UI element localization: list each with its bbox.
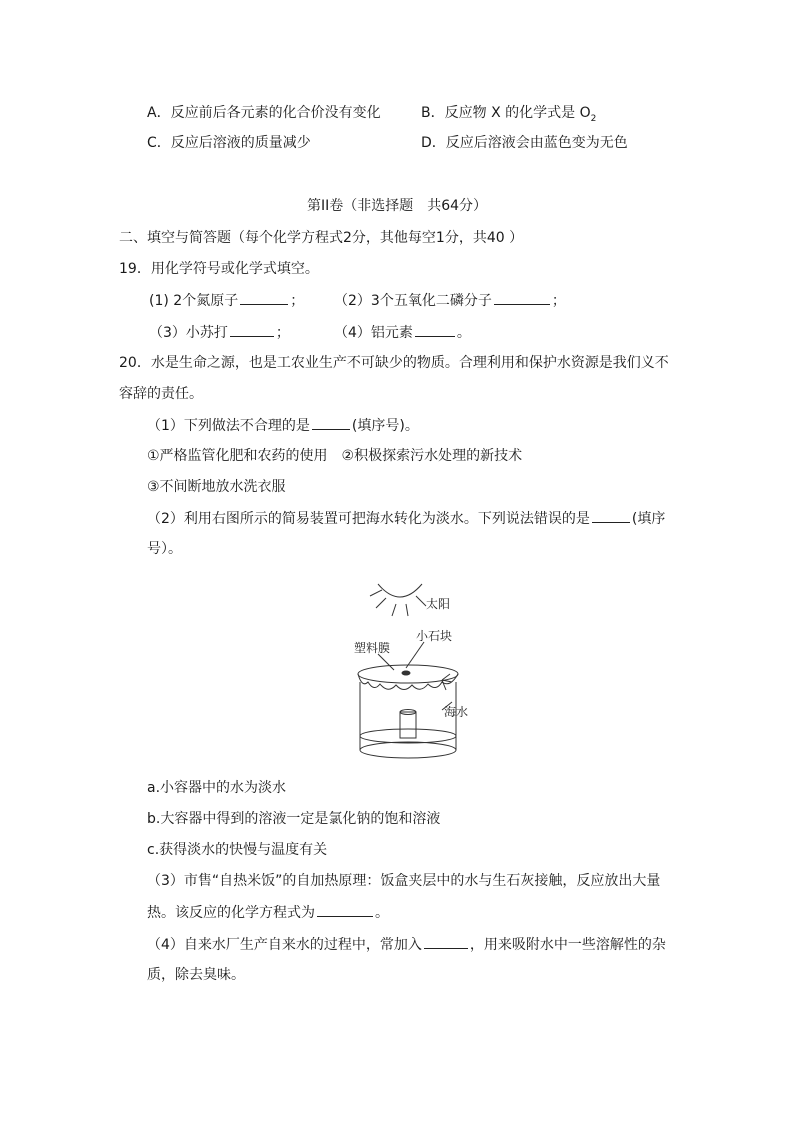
q19-part2: （2）3个五氧化二磷分子 [334, 293, 492, 309]
q19-blank3[interactable] [230, 322, 274, 337]
q20-sub4-post: ，用来吸附水中一些溶解性的杂 [469, 937, 666, 953]
option-d: D．反应后溶液会由蓝色变为无色 [421, 135, 628, 151]
film-label: 塑料膜 [354, 641, 391, 655]
q19-line2b [334, 322, 471, 343]
q20-stem-line2: 容辞的责任。 [119, 386, 203, 402]
q19-part4-end: 。 [456, 325, 471, 341]
q19-line1b [334, 290, 566, 311]
q20-sub2-line1 [147, 508, 665, 529]
seawater-surface [360, 729, 456, 743]
q20-sub4-line1 [147, 934, 666, 955]
q19-part3: （3）小苏打 [149, 325, 228, 341]
option-b-x: X [491, 105, 501, 121]
q20-sub1-end: (填序号)。 [351, 418, 419, 434]
option-b-prefix: B．反应物 [421, 105, 487, 121]
sun-ray [392, 604, 396, 616]
sun-icon [378, 584, 422, 597]
q20-option-a: a.小容器中的水为淡水 [147, 780, 287, 796]
seawater-label: 海水 [444, 705, 469, 719]
q19-line2 [149, 322, 290, 343]
q19-part3-end: ； [275, 325, 290, 341]
q19-part1: (1) 2个氮原子 [149, 293, 239, 309]
stone-label: 小石块 [416, 629, 453, 643]
solar-still-figure [338, 578, 478, 763]
q20-blank1[interactable] [312, 415, 350, 430]
q20-sub1 [147, 415, 419, 436]
q20-sub2-text: （2）利用右图所示的简易装置可把海水转化为淡水。下列说法错误的是 [147, 511, 590, 527]
q20-option-c: c.获得淡水的快慢与温度有关 [147, 842, 328, 858]
option-b-subscript: 2 [590, 113, 597, 124]
q19-blank4[interactable] [415, 322, 455, 337]
sun-ray [406, 604, 408, 616]
q20-blank3[interactable] [317, 902, 373, 917]
q19-part4: （4）铝元素 [334, 325, 413, 341]
sun-ray [370, 590, 382, 596]
q20-sub1-options-line2: ③不间断地放水洗衣服 [147, 479, 286, 495]
section-title: 第II卷（非选择题 共64分） [306, 198, 488, 214]
sun-ray [376, 598, 386, 608]
q20-sub3-text: 热。该反应的化学方程式为 [147, 905, 315, 921]
q19-part2-end: ； [551, 293, 566, 309]
sun-ray [416, 596, 426, 606]
q20-sub4-pre: （4）自来水厂生产自来水的过程中，常加入 [147, 937, 422, 953]
q20-sub3-line2 [147, 902, 389, 923]
stone-leader [406, 642, 424, 668]
film-leader [378, 654, 394, 670]
option-c: C．反应后溶液的质量减少 [147, 135, 311, 151]
q20-sub3-end: 。 [375, 905, 389, 921]
q20-sub1-options-line1: ①严格监管化肥和农药的使用 ②积极探索污水处理的新技术 [147, 448, 523, 464]
sun-label: 太阳 [426, 597, 451, 611]
option-b [421, 103, 596, 129]
option-b-mid: 的化学式是 [505, 105, 576, 121]
section-heading: 二、填空与简答题（每个化学方程式2分，其他每空1分，共40 ） [119, 230, 524, 246]
q20-sub3-line1: （3）市售“自热米饭”的自加热原理：饭盒夹层中的水与生石灰接触，反应放出大量 [147, 873, 661, 889]
small-stone [402, 671, 410, 675]
q19-stem: 19．用化学符号或化学式填空。 [119, 261, 319, 277]
container-bottom [360, 742, 456, 758]
q20-blank2[interactable] [592, 508, 630, 523]
string-bow [442, 674, 452, 690]
q20-sub1-text: （1）下列做法不合理的是 [147, 418, 310, 434]
q20-blank4[interactable] [424, 934, 468, 949]
q20-sub2-line2: 号）。 [147, 541, 182, 557]
q19-part1-end: ； [290, 293, 305, 309]
q20-option-b: b.大容器中得到的溶液一定是氯化钠的饱和溶液 [147, 811, 441, 827]
q20-stem-line1: 20．水是生命之源，也是工农业生产不可缺少的物质。合理利用和保护水资源是我们义不 [119, 355, 669, 371]
q20-sub4-line2: 质，除去臭味。 [147, 967, 245, 983]
small-cup [400, 712, 416, 738]
q19-blank1[interactable] [240, 290, 288, 305]
option-b-formula: O [579, 105, 591, 121]
q19-blank2[interactable] [494, 290, 550, 305]
option-a: A．反应前后各元素的化合价没有变化 [147, 105, 381, 121]
q19-line1 [149, 290, 304, 311]
q20-sub2-end: (填序 [631, 511, 666, 527]
